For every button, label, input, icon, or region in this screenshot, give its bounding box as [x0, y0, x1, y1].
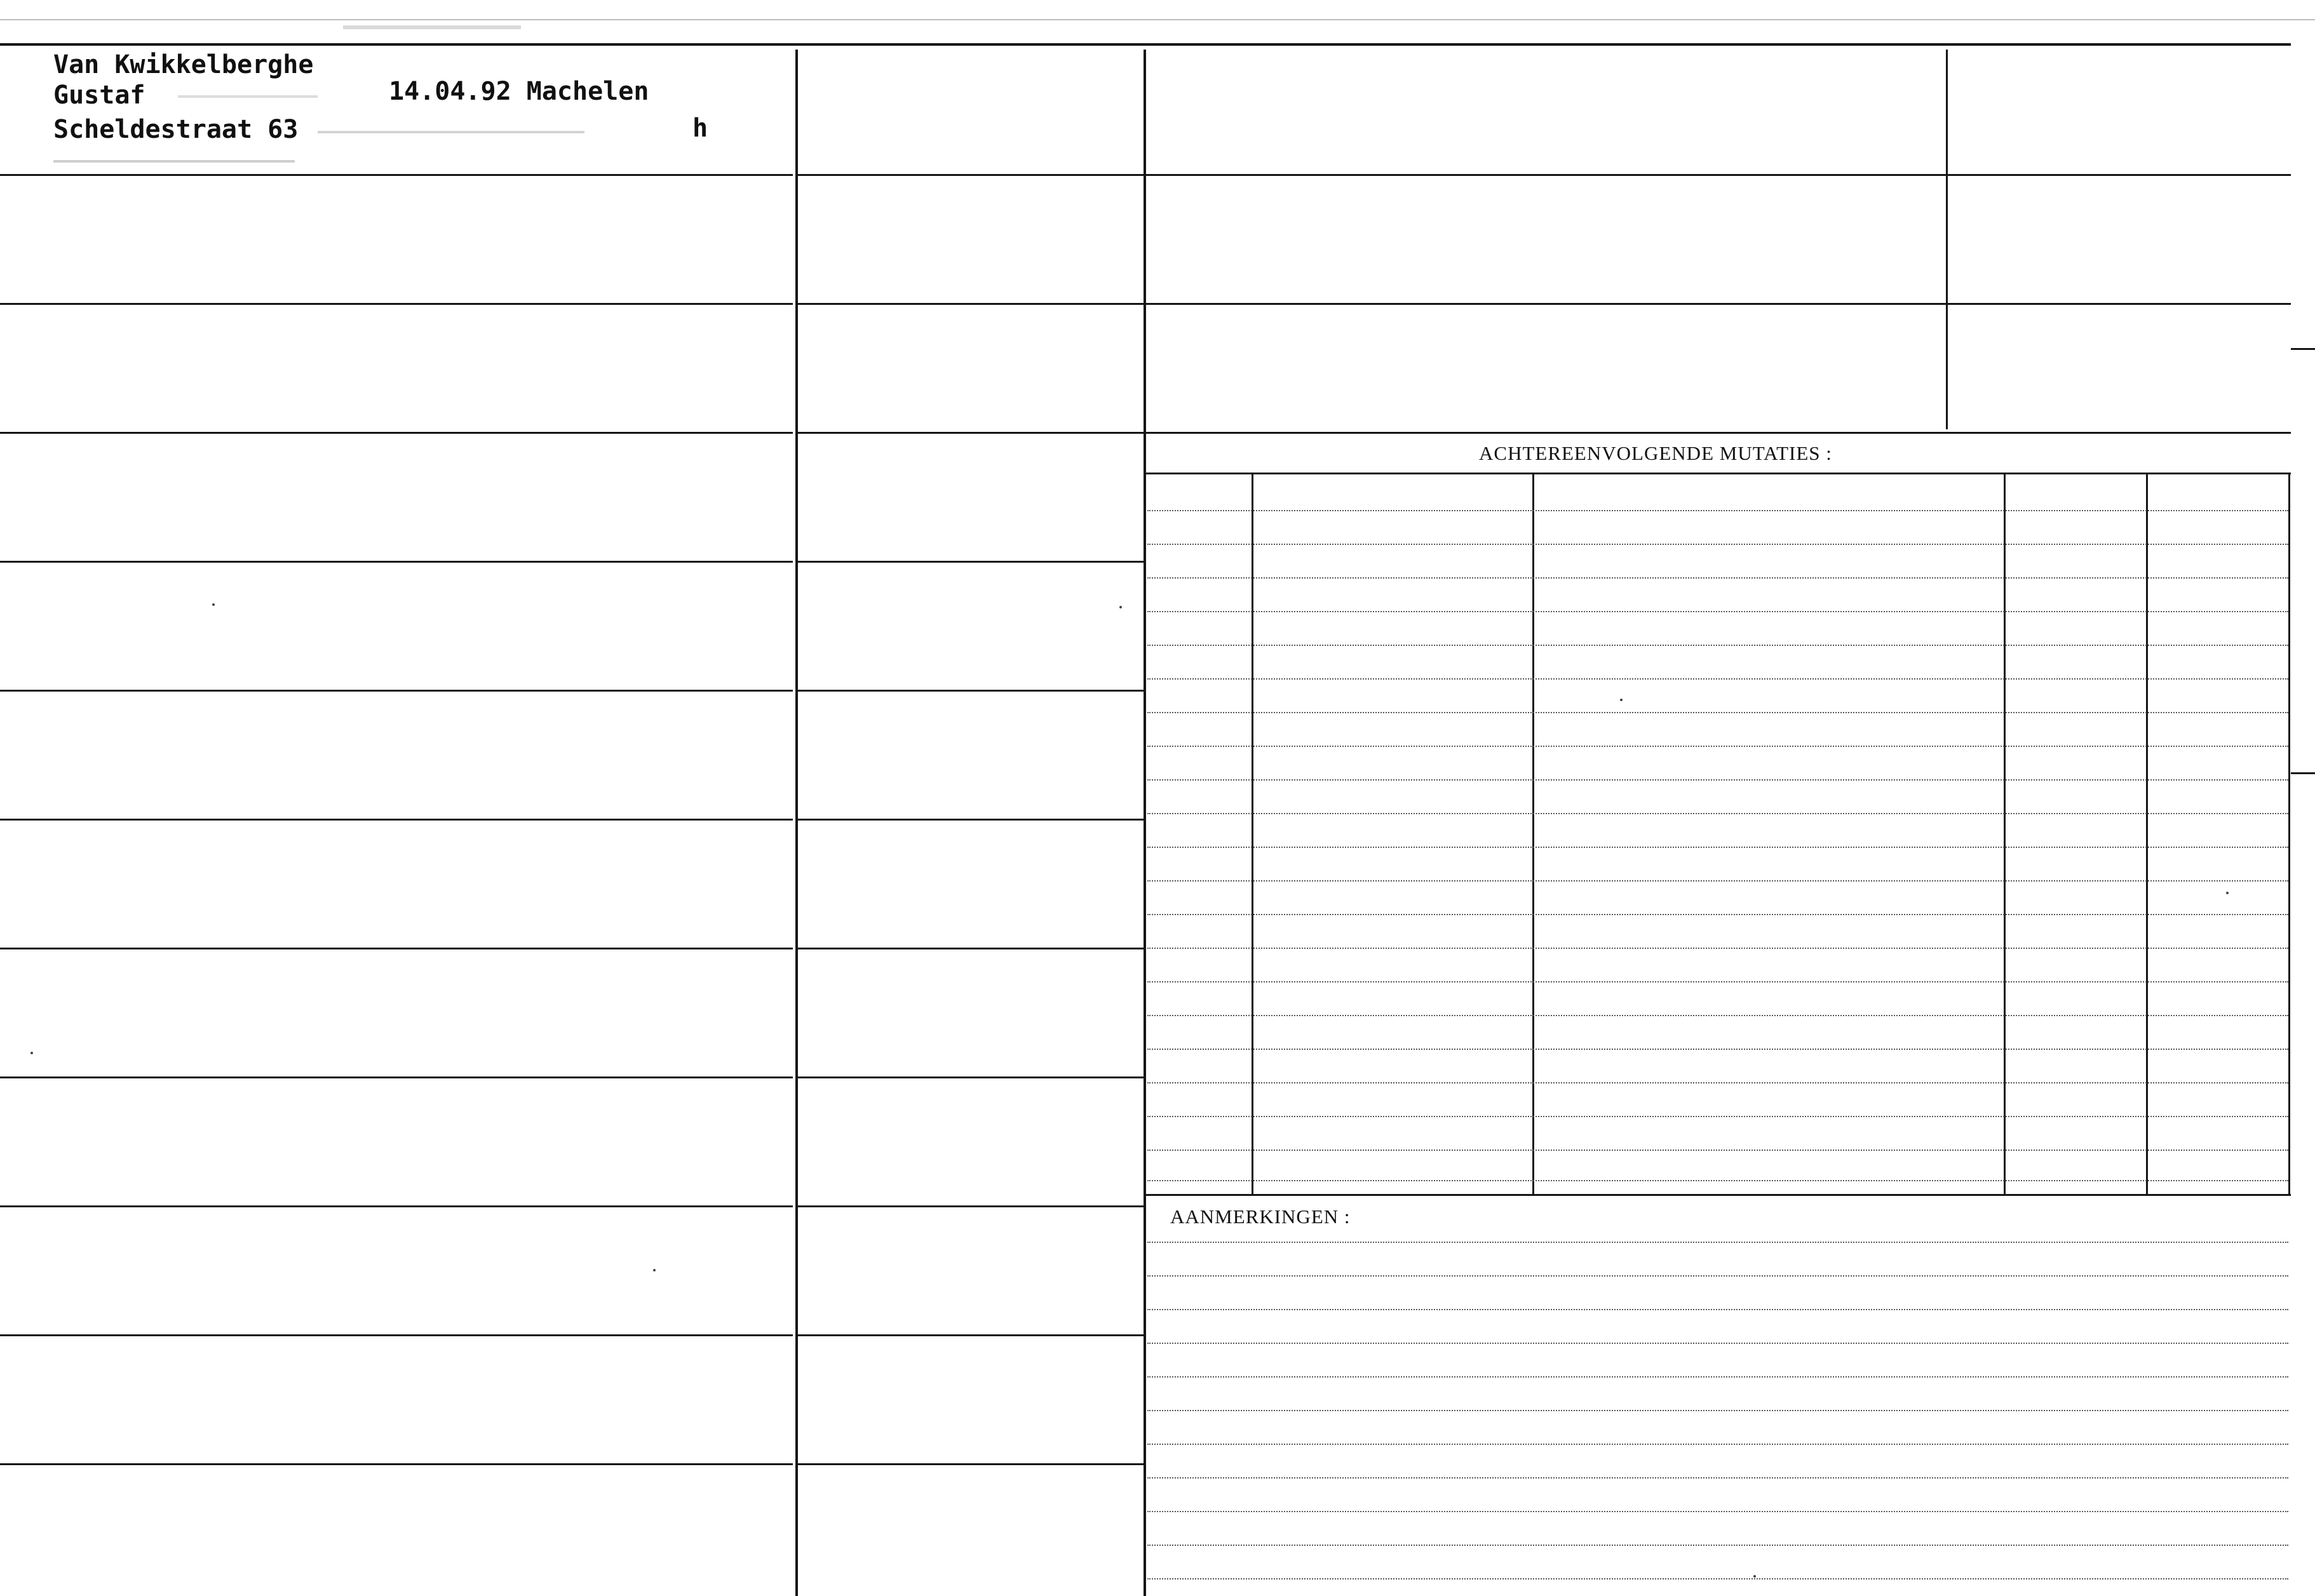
mid-rule-2 [798, 303, 1144, 305]
scan-smear-address [318, 131, 584, 133]
scan-speck [1753, 1575, 1756, 1578]
mid-rule-11 [798, 1463, 1144, 1465]
right-rule-2 [1146, 303, 2291, 305]
first-name-text: Gustaf [53, 81, 145, 110]
mutations-line-16 [1147, 1015, 2288, 1016]
mutations-line-9 [1147, 779, 2288, 781]
marker-text: h [692, 114, 708, 143]
remarks-line-7 [1147, 1444, 2288, 1445]
scan-smear-name [53, 160, 295, 163]
mutations-line-18 [1147, 1082, 2288, 1083]
mutations-line-4 [1147, 611, 2288, 612]
row-rule-2 [0, 303, 793, 305]
edge-tick-2 [2291, 772, 2315, 774]
birth-text: 14.04.92 Machelen [389, 77, 649, 106]
mutations-line-15 [1147, 981, 2288, 982]
remarks-line-6 [1147, 1410, 2288, 1411]
scan-smear-first-name [178, 95, 318, 98]
mutations-line-1 [1147, 510, 2288, 511]
scan-speck [1620, 699, 1623, 701]
mutations-line-20 [1147, 1150, 2288, 1151]
scan-speck [212, 603, 215, 606]
mid-rule-8 [798, 1076, 1144, 1078]
remarks-title: AANMERKINGEN : [1170, 1205, 1351, 1228]
scan-smear-top [0, 19, 2315, 20]
divider-col-2 [1144, 50, 1146, 1596]
right-rule-1 [1146, 174, 2291, 176]
mid-rule-1 [798, 174, 1144, 176]
remarks-line-5 [1147, 1376, 2288, 1378]
mid-rule-6 [798, 819, 1144, 821]
mutations-col-4 [2146, 474, 2148, 1194]
scan-speck [1119, 606, 1122, 608]
mid-rule-9 [798, 1205, 1144, 1207]
scan-speck [653, 1269, 656, 1271]
mutations-line-17 [1147, 1049, 2288, 1050]
remarks-line-3 [1147, 1309, 2288, 1310]
edge-tick-1 [2291, 348, 2315, 350]
row-rule-6 [0, 819, 793, 821]
mutations-line-10 [1147, 813, 2288, 814]
mutations-line-13 [1147, 914, 2288, 915]
mutations-col-5 [2288, 474, 2290, 1194]
row-rule-1 [0, 174, 793, 176]
row-rule-8 [0, 1076, 793, 1078]
mutations-title: ACHTEREENVOLGENDE MUTATIES : [1479, 442, 1832, 464]
mutations-line-12 [1147, 880, 2288, 882]
mutations-line-19 [1147, 1116, 2288, 1117]
mid-rule-4 [798, 561, 1144, 563]
mutations-line-2 [1147, 544, 2288, 545]
row-rule-10 [0, 1334, 793, 1336]
mutations-col-2 [1532, 474, 1534, 1194]
row-rule-4 [0, 561, 793, 563]
mid-rule-5 [798, 690, 1144, 692]
mutations-line-6 [1147, 678, 2288, 680]
mid-rule-10 [798, 1334, 1144, 1336]
address-text: Scheldestraat 63 [53, 115, 299, 144]
remarks-line-2 [1147, 1275, 2288, 1277]
remarks-line-11 [1147, 1578, 2288, 1579]
remarks-line-8 [1147, 1477, 2288, 1479]
row-rule-9 [0, 1205, 793, 1207]
row-rule-3 [0, 432, 793, 434]
right-rule-3 [1146, 432, 2291, 434]
row-rule-5 [0, 690, 793, 692]
remarks-line-4 [1147, 1343, 2288, 1344]
remarks-line-9 [1147, 1511, 2288, 1512]
mutations-line-21 [1147, 1180, 2288, 1181]
mutations-line-8 [1147, 746, 2288, 747]
mutations-line-14 [1147, 948, 2288, 949]
mutations-line-7 [1147, 712, 2288, 713]
mutations-table-bottom-rule [1146, 1194, 2291, 1196]
mutations-table-top-rule [1146, 473, 2291, 474]
mutations-line-3 [1147, 577, 2288, 579]
scan-smear-header [343, 25, 521, 29]
mutations-line-11 [1147, 847, 2288, 848]
divider-col-1 [795, 50, 798, 1596]
mid-rule-7 [798, 948, 1144, 949]
mutations-line-5 [1147, 645, 2288, 646]
mutations-col-1 [1252, 474, 1253, 1194]
row-rule-11 [0, 1463, 793, 1465]
mid-rule-3 [798, 432, 1144, 434]
remarks-line-1 [1147, 1242, 2288, 1243]
divider-col-3-top [1946, 50, 1948, 429]
scan-speck [30, 1052, 33, 1054]
row-rule-7 [0, 948, 793, 949]
scan-speck [2226, 892, 2229, 894]
surname-text: Van Kwikkelberghe [53, 50, 314, 79]
mutations-col-3 [2004, 474, 2006, 1194]
top-rule [0, 43, 2291, 46]
remarks-line-10 [1147, 1545, 2288, 1546]
